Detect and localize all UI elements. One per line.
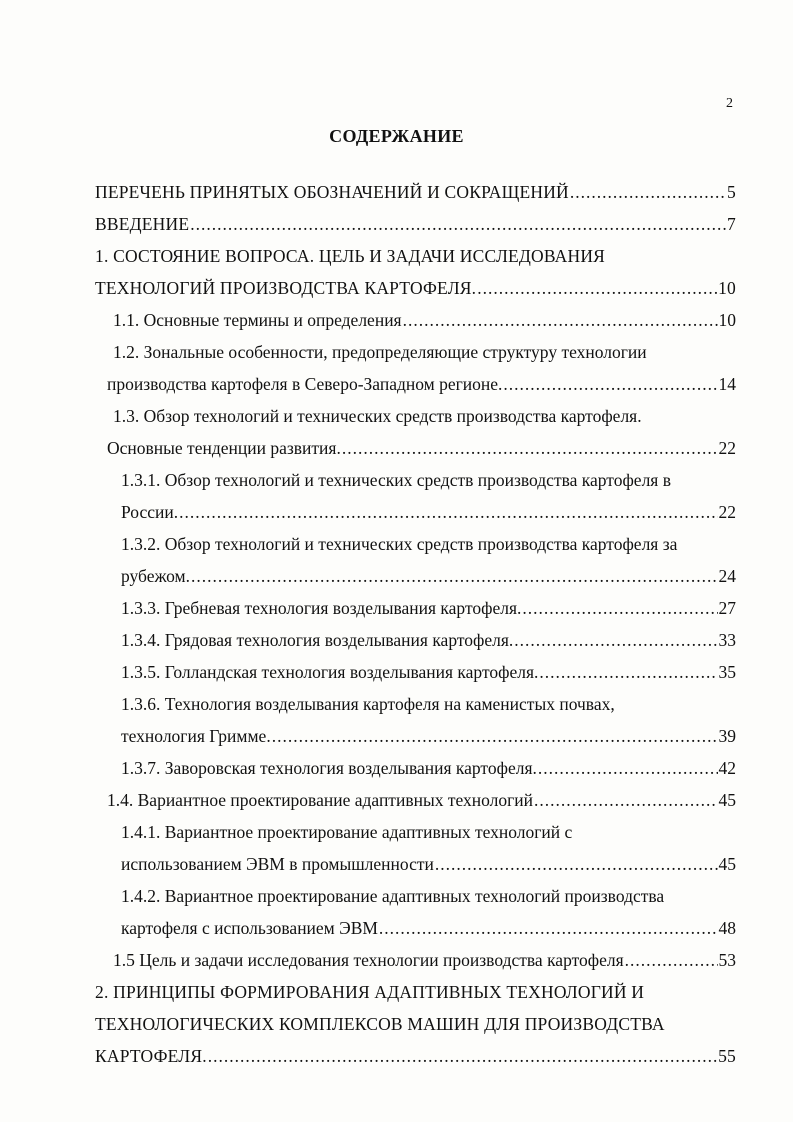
toc-entry-text: ВВЕДЕНИЕ [95, 214, 190, 234]
toc-entry-section-1-5[interactable] [0, 944, 793, 976]
toc-page-number: 48 [718, 918, 736, 938]
toc-entry-section-1-3[interactable] [0, 400, 793, 464]
toc-leader-dots [477, 272, 717, 304]
toc-leader-dots [503, 368, 717, 400]
toc-page-number: 5 [727, 182, 736, 202]
toc-entry-section-1-3-5[interactable] [0, 656, 793, 688]
toc-leader-dots [208, 1040, 717, 1072]
toc-entry-text: Основные тенденции развития. [107, 438, 341, 458]
toc-entry-section-1-2[interactable] [0, 336, 793, 400]
toc-entry-text: России. [121, 502, 179, 522]
toc-leader-dots [403, 304, 718, 336]
toc-entry-text: 1. СОСТОЯНИЕ ВОПРОСА. ЦЕЛЬ И ЗАДАЧИ ИССЛЕДОВАНИЯ [95, 246, 606, 266]
toc-leader-dots [625, 944, 718, 976]
toc-page-number: 39 [718, 726, 736, 746]
toc-page-number: 14 [718, 374, 736, 394]
toc-entry-text: 1.1. Основные термины и определения [113, 310, 402, 330]
toc-page-number: 55 [718, 1046, 736, 1066]
toc-leader-dots [342, 432, 718, 464]
toc-entry-section-1-3-6[interactable] [0, 688, 793, 752]
table-of-contents [0, 176, 793, 1072]
toc-entry-section-1-3-2[interactable] [0, 528, 793, 592]
toc-entry-chapter-1[interactable] [0, 240, 793, 304]
toc-entry-text: 1.3.4. Грядовая технология возделывания картофеля. [121, 630, 514, 650]
page-title: СОДЕРЖАНИЕ [329, 126, 464, 146]
toc-leader-dots [191, 560, 717, 592]
toc-entry-section-1-4-2[interactable] [0, 880, 793, 944]
toc-entry-section-1-3-3[interactable] [0, 592, 793, 624]
toc-page-number: 27 [718, 598, 736, 618]
toc-entry-text: 1.4.1. Вариантное проектирование адаптивных технологий с [121, 822, 573, 842]
toc-entry-text: 1.3.5. Голландская технология возделывания картофеля. [121, 662, 539, 682]
toc-entry-text: 1.4. Вариантное проектирование адаптивных технологий [107, 790, 534, 810]
toc-entry-text: 1.3.7. Заворовская технология возделывания картофеля. [121, 758, 537, 778]
toc-entry-section-1-1[interactable] [0, 304, 793, 336]
toc-entry-section-1-4[interactable] [0, 784, 793, 816]
toc-entry-text: производства картофеля в Северо-Западном регионе. [107, 374, 503, 394]
toc-page-number: 35 [718, 662, 736, 682]
toc-entry-section-1-3-4[interactable] [0, 624, 793, 656]
toc-page-number: 22 [718, 502, 736, 522]
toc-entry-text: 1.4.2. Вариантное проектирование адаптивных технологий производства [121, 886, 665, 906]
toc-leader-dots [534, 784, 717, 816]
toc-entry-abbreviations[interactable] [0, 176, 793, 208]
toc-entry-text: 1.5 Цель и задачи исследования технологии производства картофеля [113, 950, 624, 970]
toc-leader-dots [379, 912, 718, 944]
toc-entry-text: 1.3. Обзор технологий и технических средств производства картофеля. [113, 406, 642, 426]
toc-entry-text: технология Гримме. [121, 726, 271, 746]
toc-leader-dots [272, 720, 718, 752]
toc-leader-dots [179, 496, 717, 528]
toc-entry-chapter-2[interactable] [0, 976, 793, 1072]
toc-entry-text: картофеля с использованием ЭВМ [121, 918, 378, 938]
toc-page-number: 45 [718, 790, 736, 810]
toc-leader-dots [435, 848, 718, 880]
toc-entry-text: рубежом. [121, 566, 191, 586]
toc-leader-dots [538, 752, 718, 784]
toc-page-number: 10 [718, 278, 736, 298]
toc-entry-text: использованием ЭВМ в промышленности [121, 854, 434, 874]
toc-entry-text: 1.3.6. Технология возделывания картофеля на каменистых почвах, [121, 694, 615, 714]
toc-leader-dots [522, 592, 717, 624]
toc-leader-dots [570, 176, 726, 208]
toc-entry-text: ПЕРЕЧЕНЬ ПРИНЯТЫХ ОБОЗНАЧЕНИЙ И СОКРАЩЕНИЙ [95, 182, 569, 202]
toc-entry-text: 1.3.2. Обзор технологий и технических средств производства картофеля за [121, 534, 678, 554]
toc-entry-section-1-3-7[interactable] [0, 752, 793, 784]
toc-entry-text: 2. ПРИНЦИПЫ ФОРМИРОВАНИЯ АДАПТИВНЫХ ТЕХНОЛОГИЙ И [95, 982, 645, 1002]
toc-entry-text: 1.3.3. Гребневая технология возделывания картофеля. [121, 598, 522, 618]
toc-entry-section-1-3-1[interactable] [0, 464, 793, 528]
toc-page-number: 24 [718, 566, 736, 586]
toc-entry-text: 1.3.1. Обзор технологий и технических средств производства картофеля в [121, 470, 671, 490]
toc-page-number: 33 [718, 630, 736, 650]
toc-page-number: 22 [718, 438, 736, 458]
toc-entry-text: ТЕХНОЛОГИЙ ПРОИЗВОДСТВА КАРТОФЕЛЯ. [95, 278, 477, 298]
toc-leader-dots [514, 624, 717, 656]
toc-entry-text: 1.2. Зональные особенности, предопределяющие структуру технологии [113, 342, 647, 362]
toc-entry-introduction[interactable] [0, 208, 793, 240]
toc-page-number: 42 [718, 758, 736, 778]
page-number: 2 [726, 96, 733, 111]
toc-page-number: 10 [718, 310, 736, 330]
toc-page-number: 45 [718, 854, 736, 874]
toc-page-number: 53 [718, 950, 736, 970]
toc-leader-dots [539, 656, 717, 688]
toc-leader-dots [190, 208, 726, 240]
toc-entry-section-1-4-1[interactable] [0, 816, 793, 880]
toc-entry-text: ТЕХНОЛОГИЧЕСКИХ КОМПЛЕКСОВ МАШИН ДЛЯ ПРОИЗВОДСТВА [95, 1014, 665, 1034]
toc-entry-text: КАРТОФЕЛЯ. [95, 1046, 207, 1066]
toc-page-number: 7 [727, 214, 736, 234]
